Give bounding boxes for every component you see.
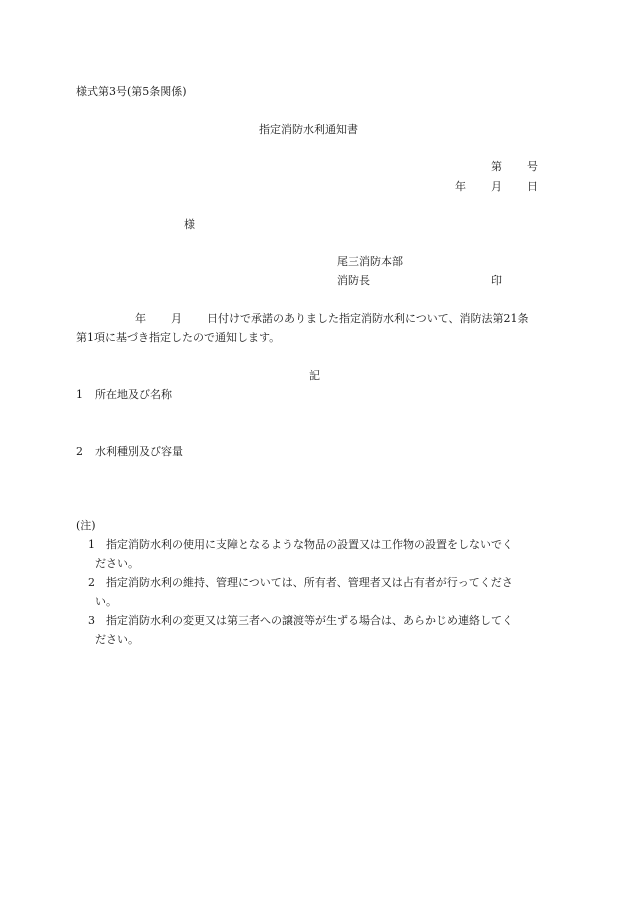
date-year: 年 (455, 180, 466, 193)
note-number: 2 (88, 576, 95, 589)
note-line-2: ださい。 (95, 557, 139, 570)
body-year: 年 (135, 312, 146, 325)
note-line-1: 指定消防水利の変更又は第三者への譲渡等が生ずる場合は、あらかじめ連絡してく (106, 614, 513, 627)
note-line-2: い。 (95, 595, 117, 608)
ki-heading: 記 (309, 369, 320, 382)
document-title: 指定消防水利通知書 (259, 123, 358, 136)
body-month: 月 (171, 312, 182, 325)
item-label: 水利種別及び容量 (95, 445, 183, 458)
note-number: 3 (88, 614, 95, 627)
item-number: 1 (76, 388, 83, 401)
sender-office: 尾三消防本部 (337, 255, 403, 268)
number-suffix: 号 (527, 160, 538, 173)
body-line-2: 第1項に基づき指定したので通知します。 (76, 331, 281, 344)
form-label: 様式第3号(第5条関係) (76, 85, 187, 98)
sender-title: 消防長 (337, 274, 370, 287)
number-prefix: 第 (491, 160, 502, 173)
item-number: 2 (76, 445, 83, 458)
note-line-2: ださい。 (95, 633, 139, 646)
date-day: 日 (527, 180, 538, 193)
item-label: 所在地及び名称 (95, 388, 172, 401)
addressee: 様 (184, 218, 195, 231)
note-line-1: 指定消防水利の維持、管理については、所有者、管理者又は占有者が行ってくださ (106, 576, 513, 589)
note-line-1: 指定消防水利の使用に支障となるような物品の設置又は工作物の設置をしないでく (106, 538, 513, 551)
note-number: 1 (88, 538, 95, 551)
body-line-1: 日付けで承諾のありました指定消防水利について、消防法第21条 (207, 312, 529, 325)
date-month: 月 (491, 180, 502, 193)
seal-mark: 印 (491, 274, 502, 287)
notes-heading: (注) (76, 519, 96, 532)
